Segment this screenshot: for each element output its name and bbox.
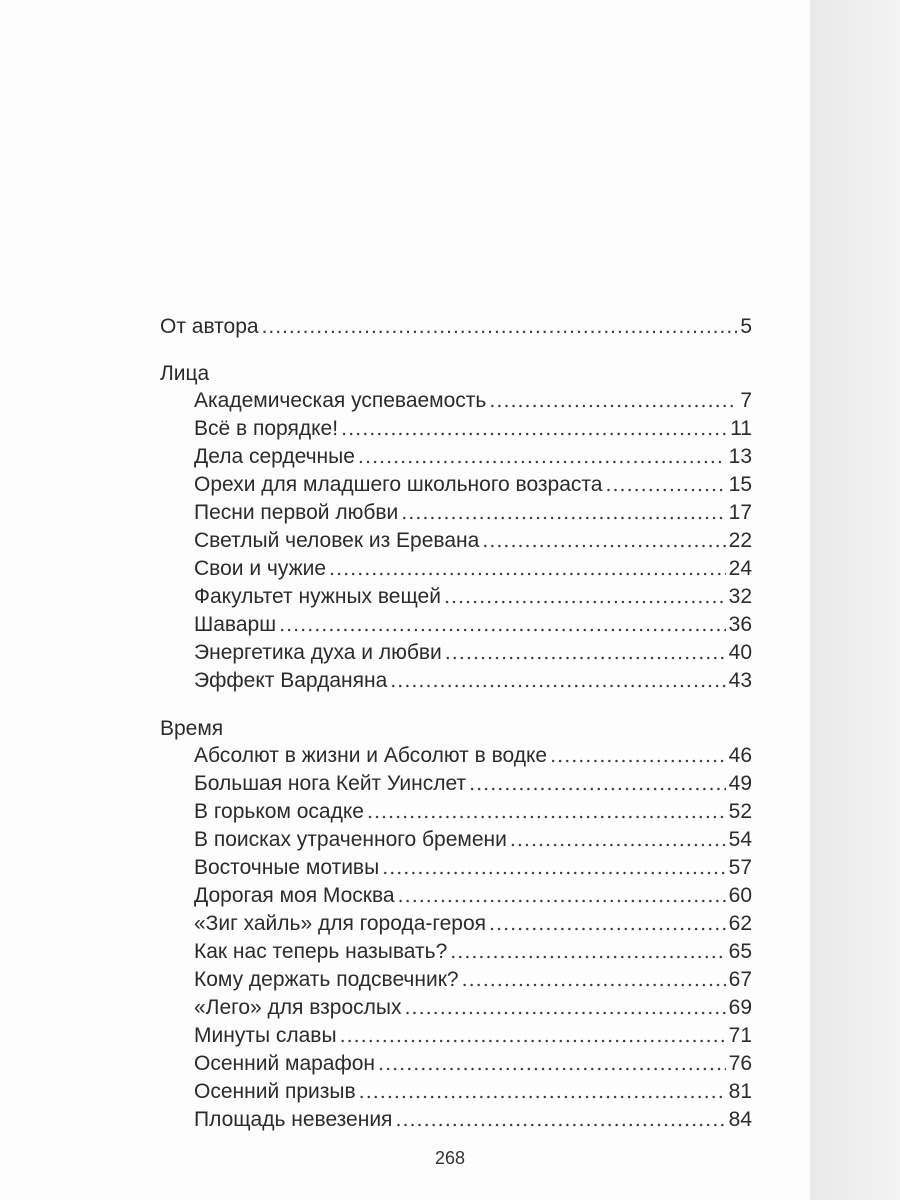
toc-entry bbox=[160, 555, 752, 583]
toc-entry-title: От автора bbox=[160, 315, 259, 338]
toc-entry-page: 11 bbox=[730, 417, 752, 440]
toc-entry-page: 62 bbox=[728, 912, 752, 935]
toc-entry bbox=[160, 882, 752, 910]
dot-leader bbox=[605, 472, 725, 499]
toc-entry-title: Кому держать подсвечник? bbox=[194, 968, 459, 991]
dot-leader bbox=[489, 388, 737, 415]
dot-leader bbox=[390, 668, 725, 695]
dot-leader bbox=[462, 967, 726, 994]
toc-entry-title: Песни первой любви bbox=[194, 501, 399, 524]
toc-entry bbox=[160, 471, 752, 499]
dot-leader bbox=[489, 911, 726, 938]
section-heading-text: Лица bbox=[160, 362, 210, 385]
toc-entry-page: 5 bbox=[740, 315, 752, 338]
dot-leader bbox=[359, 1079, 726, 1106]
toc-entry-title: «Лего» для взрослых bbox=[194, 996, 402, 1019]
toc-entry-page: 65 bbox=[728, 940, 752, 963]
toc-entry-title: Свои и чужие bbox=[194, 557, 327, 580]
toc-entry bbox=[160, 527, 752, 555]
toc-entry-page: 7 bbox=[740, 389, 752, 412]
dot-leader bbox=[367, 799, 726, 826]
toc-entry-title: Площадь невезения bbox=[194, 1108, 393, 1131]
toc-entry bbox=[160, 1106, 752, 1134]
toc-entry-page: 52 bbox=[728, 800, 752, 823]
toc-entry-page: 49 bbox=[728, 772, 752, 795]
toc-entry-title: Абсолют в жизни и Абсолют в водке bbox=[194, 744, 548, 767]
toc-entry bbox=[160, 826, 752, 854]
toc-entry bbox=[160, 667, 752, 695]
table-of-contents bbox=[160, 313, 752, 1134]
toc-entry-page: 13 bbox=[728, 445, 752, 468]
dot-leader bbox=[398, 883, 726, 910]
section-heading bbox=[160, 715, 752, 742]
toc-entry bbox=[160, 910, 752, 938]
toc-entry-page: 43 bbox=[728, 669, 752, 692]
toc-entry-title: В поисках утраченного бремени bbox=[194, 828, 507, 851]
toc-entry-page: 76 bbox=[728, 1052, 752, 1075]
toc-entry-title: Академическая успеваемость bbox=[194, 389, 487, 412]
toc-entry-page: 32 bbox=[728, 585, 752, 608]
toc-entry-title: Дела сердечные bbox=[194, 445, 355, 468]
toc-entry-title: Дорогая моя Москва bbox=[194, 884, 395, 907]
section-heading-text: Время bbox=[160, 717, 224, 740]
dot-leader bbox=[444, 584, 726, 611]
toc-entry bbox=[160, 1022, 752, 1050]
toc-entry bbox=[160, 415, 752, 443]
toc-entry-title: Большая нога Кейт Уинслет bbox=[194, 772, 467, 795]
toc-entry bbox=[160, 611, 752, 639]
toc-entry-page: 46 bbox=[728, 744, 752, 767]
toc-entry-page: 57 bbox=[728, 856, 752, 879]
toc-entry bbox=[160, 387, 752, 415]
toc-entry-title: Осенний марафон bbox=[194, 1052, 376, 1075]
dot-leader bbox=[395, 1107, 725, 1134]
toc-entry bbox=[160, 583, 752, 611]
toc-entry-title: В горьком осадке bbox=[194, 800, 364, 823]
dot-leader bbox=[550, 743, 726, 770]
toc-entry bbox=[160, 770, 752, 798]
toc-entry-page: 71 bbox=[728, 1024, 752, 1047]
dot-leader bbox=[482, 528, 725, 555]
dot-leader bbox=[329, 556, 726, 583]
toc-entry-page: 24 bbox=[728, 557, 752, 580]
toc-entry-page: 60 bbox=[728, 884, 752, 907]
dot-leader bbox=[469, 771, 726, 798]
dot-leader bbox=[378, 1051, 726, 1078]
toc-entry bbox=[160, 443, 752, 471]
dot-leader bbox=[340, 1023, 726, 1050]
toc-entry bbox=[160, 639, 752, 667]
dot-leader bbox=[279, 612, 726, 639]
toc-entry-page: 40 bbox=[728, 641, 752, 664]
toc-entry-title: Как нас теперь называть? bbox=[194, 940, 448, 963]
toc-entry-page: 15 bbox=[728, 473, 752, 496]
section-heading bbox=[160, 360, 752, 387]
dot-leader bbox=[262, 313, 738, 340]
toc-entry-title: Всё в порядке! bbox=[194, 417, 339, 440]
toc-entry-intro bbox=[160, 313, 752, 340]
dot-leader bbox=[358, 444, 726, 471]
toc-entry-page: 81 bbox=[728, 1080, 752, 1103]
toc-entry-page: 84 bbox=[728, 1108, 752, 1131]
toc-entry-page: 69 bbox=[728, 996, 752, 1019]
toc-entry-title: Восточные мотивы bbox=[194, 856, 380, 879]
dot-leader bbox=[510, 827, 726, 854]
toc-entry-title: Светлый человек из Еревана bbox=[194, 529, 480, 552]
dot-leader bbox=[445, 640, 726, 667]
toc-entry-title: Эффект Варданяна bbox=[194, 669, 388, 692]
toc-entry-page: 67 bbox=[728, 968, 752, 991]
toc-entry bbox=[160, 966, 752, 994]
dot-leader bbox=[405, 995, 726, 1022]
toc-entry bbox=[160, 938, 752, 966]
toc-entry-title: Осенний призыв bbox=[194, 1080, 356, 1103]
toc-entry-page: 17 bbox=[728, 501, 752, 524]
page-number: 268 bbox=[434, 1148, 466, 1168]
toc-entry bbox=[160, 1050, 752, 1078]
toc-entry-title: Шаварш bbox=[194, 613, 277, 636]
toc-entry-title: Минуты славы bbox=[194, 1024, 337, 1047]
toc-entry-title: Энергетика духа и любви bbox=[194, 641, 442, 664]
toc-entry-title: Факультет нужных вещей bbox=[194, 585, 441, 608]
toc-entry bbox=[160, 994, 752, 1022]
toc-entry bbox=[160, 499, 752, 527]
dot-leader bbox=[382, 855, 725, 882]
dot-leader bbox=[401, 500, 725, 527]
toc-entry-title: «Зиг хайль» для города-героя bbox=[194, 912, 486, 935]
toc-entry bbox=[160, 798, 752, 826]
toc-entry-title: Орехи для младшего школьного возраста bbox=[194, 473, 603, 496]
dot-leader bbox=[450, 939, 725, 966]
toc-entry bbox=[160, 742, 752, 770]
toc-entry bbox=[160, 1078, 752, 1106]
page-edge bbox=[810, 0, 900, 1200]
toc-entry-page: 22 bbox=[728, 529, 752, 552]
dot-leader bbox=[341, 416, 727, 443]
toc-entry-page: 36 bbox=[728, 613, 752, 636]
toc-entry-page: 54 bbox=[728, 828, 752, 851]
toc-entry bbox=[160, 854, 752, 882]
